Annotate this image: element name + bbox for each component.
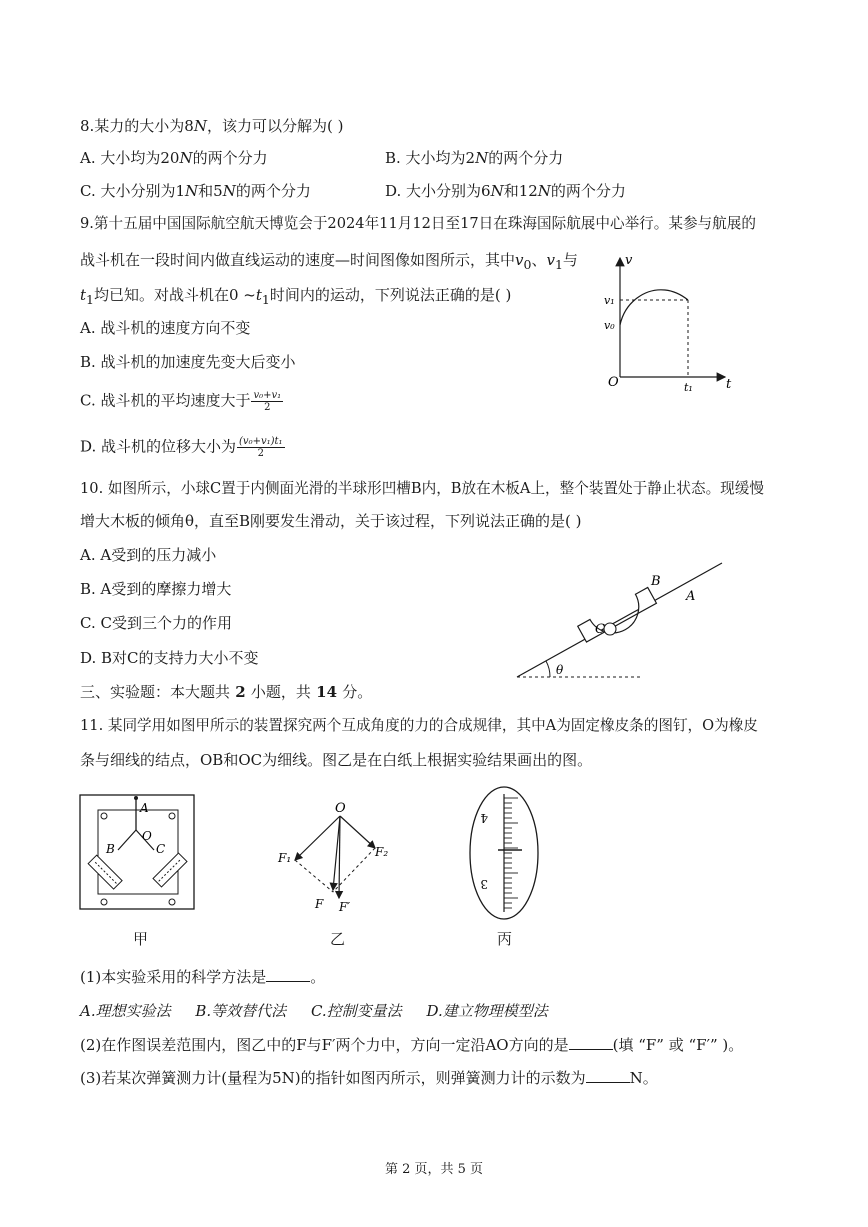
q8-option-c-mid: 和5 <box>198 182 223 200</box>
q9-graph-label-v1: v₁ <box>604 294 615 307</box>
q9-graph-label-t: t <box>726 377 732 392</box>
q11-yi-label-f2: F₂ <box>375 845 389 859</box>
q8-option-c-tail: 的两个分力 <box>235 182 311 200</box>
q8-option-a-text: A. 大小均为20 <box>80 149 180 167</box>
q9-line2 <box>80 250 578 275</box>
section-3-count: 2 <box>230 683 251 701</box>
q11-part3-text: (3)若某次弹簧测力计(量程为5N)的指针如图丙所示，则弹簧测力计的示数为 <box>80 1069 586 1087</box>
q9-line3 <box>80 285 511 310</box>
q11-part1-text: (1)本实验采用的科学方法是 <box>80 968 267 986</box>
q11-figure-jia <box>78 790 198 915</box>
q9-graph-label-v: v <box>625 253 633 268</box>
q10-line1: 10. 如图所示，小球C置于内侧面光滑的半球形凹槽B内，B放在木板A上，整个装置处于静止状态。现缓慢 <box>80 480 764 497</box>
q8-option-c-unit: N <box>185 182 199 200</box>
q8-option-b-text: B. 大小均为2 <box>385 149 476 167</box>
q8-option-b-unit: N <box>475 149 489 167</box>
q11-part1-tail: 。 <box>310 968 326 986</box>
q10-label-c: C <box>595 622 605 637</box>
q11-caption-jia: 甲 <box>133 930 149 948</box>
q8-option-a-unit: N <box>179 149 193 167</box>
q11-jia-label-b: B <box>106 842 115 856</box>
section-3-mid: 小题，共 <box>250 683 311 701</box>
section-3-points: 14 <box>310 683 343 701</box>
section-3-heading <box>80 682 372 702</box>
q11-method-b: B.等效替代法 <box>195 1002 287 1020</box>
q8-option-d <box>385 181 626 201</box>
q9-line3-tail: 时间内的运动，下列说法正确的是( ) <box>269 286 512 304</box>
q8-option-d-mid: 和12 <box>503 182 538 200</box>
q9-line2-text: 战斗机在一段时间内做直线运动的速度—时间图像如图所示，其中 <box>80 251 516 269</box>
q8-option-b-tail: 的两个分力 <box>488 149 564 167</box>
q11-part3-tail: N。 <box>629 1069 658 1087</box>
q8-option-d-unit2: N <box>537 182 551 200</box>
q11-yi-label-fp: F′ <box>339 900 351 914</box>
section-3-text: 三、实验题：本大题共 <box>80 683 231 701</box>
q9-v0-sub: 0 <box>523 257 532 272</box>
q9-option-d-numerator: (v₀+v₁)t₁ <box>239 436 283 447</box>
q9-graph-curve <box>620 290 688 325</box>
q11-part2-blank[interactable] <box>569 1035 613 1050</box>
q9-option-d-denominator: 2 <box>257 448 264 459</box>
q10-label-a: A <box>686 589 696 604</box>
q8-unit: N <box>193 117 207 135</box>
q9-option-d <box>80 436 285 459</box>
q11-bing-label-top: 4 <box>480 811 488 825</box>
q10-theta-arc <box>546 661 550 677</box>
q9-option-c-numerator: v₀+v₁ <box>253 390 282 401</box>
q11-caption-bing: 丙 <box>497 930 513 948</box>
q9-v0: v <box>515 251 524 269</box>
q10-option-a: A. A受到的压力减小 <box>80 546 217 564</box>
q8-option-b <box>385 148 563 168</box>
q8-option-c-text: C. 大小分别为1 <box>80 182 186 200</box>
q8-option-d-tail: 的两个分力 <box>550 182 626 200</box>
q11-jia-label-o: O <box>142 829 152 843</box>
q10-label-b: B <box>651 574 661 589</box>
q8-option-a <box>80 148 268 168</box>
q11-method-d: D.建立物理模型法 <box>426 1002 548 1020</box>
q9-t1-sub: 1 <box>86 292 94 307</box>
q11-part3 <box>80 1068 658 1088</box>
q11-yi-label-f: F <box>315 897 324 911</box>
q9-option-d-fraction <box>237 436 285 459</box>
page-footer: 第 2 页，共 5 页 <box>384 1162 484 1177</box>
q11-part3-blank[interactable] <box>586 1068 630 1083</box>
q10-incline-figure <box>510 555 730 685</box>
q9-option-a: A. 战斗机的速度方向不变 <box>80 319 251 337</box>
q9-line1: 9.第十五届中国国际航空航天博览会于2024年11月12日至17日在珠海国际航展中心举行。某参与航展的 <box>80 215 756 232</box>
q11-caption-yi: 乙 <box>330 930 346 948</box>
q10-option-c: C. C受到三个力的作用 <box>80 614 232 632</box>
q10-option-d: D. B对C的支持力大小不变 <box>80 649 259 667</box>
q11-figure-bing <box>464 784 544 924</box>
q9-option-d-text: D. 战斗机的位移大小为 <box>80 437 237 456</box>
q8-stem-text: 8.某力的大小为8 <box>80 117 194 135</box>
q9-line2-tail: 与 <box>562 251 578 269</box>
q9-t1: t <box>80 286 87 304</box>
q9-option-c <box>80 390 283 413</box>
q9-option-c-denominator: 2 <box>264 402 271 413</box>
q9-graph-label-v0: v₀ <box>604 319 615 332</box>
q11-part2 <box>80 1035 743 1055</box>
q8-option-c-unit2: N <box>222 182 236 200</box>
q11-jia-label-c: C <box>156 842 166 856</box>
q11-methods <box>80 1001 548 1021</box>
q9-v1-sub: 1 <box>554 257 563 272</box>
q8-option-c <box>80 181 311 201</box>
q9-v1: v <box>546 251 555 269</box>
q8-option-a-tail: 的两个分力 <box>192 149 268 167</box>
q9-graph-label-origin: O <box>608 375 619 390</box>
q9-t1-b: t <box>255 286 262 304</box>
q10-label-theta: θ <box>556 663 564 677</box>
q9-vt-graph <box>595 250 745 395</box>
q9-option-c-fraction <box>251 390 283 413</box>
q11-line2: 条与细线的结点，OB和OC为细线。图乙是在白纸上根据实验结果画出的图。 <box>80 751 593 769</box>
q11-jia-label-a: A <box>140 801 149 815</box>
q9-t1-b-sub: 1 <box>261 292 270 307</box>
q11-yi-label-o: O <box>335 801 346 816</box>
q9-sep: 、 <box>531 251 547 269</box>
q10-option-b: B. A受到的摩擦力增大 <box>80 580 232 598</box>
q11-figure-yi <box>275 798 395 923</box>
q10-line2: 增大木板的倾角θ，直至B刚要发生滑动，关于该过程，下列说法正确的是( ) <box>80 512 582 530</box>
q10-board-a <box>517 563 722 677</box>
q11-part1 <box>80 967 325 987</box>
section-3-tail: 分。 <box>342 683 373 701</box>
q10-groove-b <box>578 587 661 649</box>
q11-part2-tail: (填 “F” 或 “F′” )。 <box>612 1036 744 1054</box>
q9-line3-mid: 均已知。对战斗机在0 ~ <box>93 286 256 304</box>
q11-part2-text: (2)在作图误差范围内，图乙中的F与F′两个力中，方向一定沿AO方向的是 <box>80 1036 569 1054</box>
q11-yi-label-f1: F₁ <box>278 851 292 865</box>
q10-ball-c <box>604 623 616 635</box>
q9-graph-label-t1: t₁ <box>684 381 693 394</box>
q11-bing-label-bottom: 3 <box>480 877 488 891</box>
q11-part1-blank[interactable] <box>266 967 310 982</box>
q8-option-d-unit: N <box>490 182 504 200</box>
q8-stem-tail: ，该力可以分解为( ) <box>206 117 344 135</box>
q8-stem <box>80 116 343 136</box>
q9-option-c-text: C. 战斗机的平均速度大于 <box>80 391 251 410</box>
q9-option-b: B. 战斗机的加速度先变大后变小 <box>80 353 296 371</box>
q8-option-d-text: D. 大小分别为6 <box>385 182 491 200</box>
q11-line1: 11. 某同学用如图甲所示的装置探究两个互成角度的力的合成规律，其中A为固定橡皮条的图钉，O为橡皮 <box>80 717 758 734</box>
q11-method-c: C.控制变量法 <box>310 1002 402 1020</box>
q11-method-a: A.理想实验法 <box>80 1002 171 1020</box>
